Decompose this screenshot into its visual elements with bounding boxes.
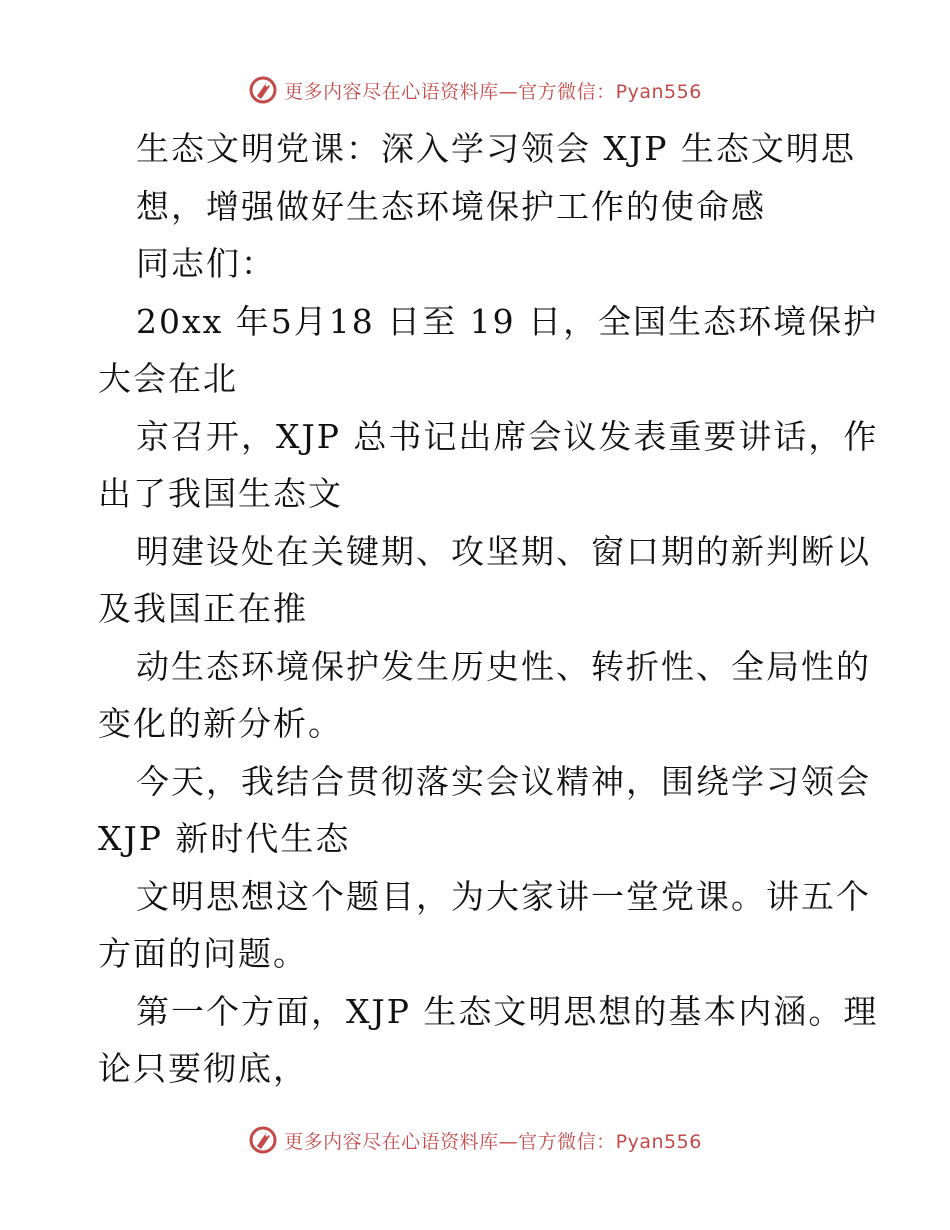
footer-banner-text: 更多内容尽在心语资料库—官方微信：Pyan556 bbox=[284, 1130, 702, 1153]
paragraph-line: 变化的新分析。 bbox=[98, 704, 343, 743]
paragraph-line: 论只要彻底， bbox=[98, 1049, 308, 1088]
fountain-pen-logo-icon bbox=[248, 75, 278, 105]
paragraph-line: XJP 新时代生态 bbox=[98, 819, 351, 858]
paragraph-line: 明建设处在关键期、攻坚期、窗口期的新判断以 bbox=[136, 531, 871, 571]
paragraph-line: 出了我国生态文 bbox=[98, 474, 343, 513]
paragraph-line: 动生态环境保护发生历史性、转折性、全局性的 bbox=[136, 646, 871, 686]
fountain-pen-logo-icon bbox=[248, 1125, 278, 1155]
header-banner-text: 更多内容尽在心语资料库—官方微信：Pyan556 bbox=[284, 80, 702, 103]
paragraph-line: 文明思想这个题目，为大家讲一堂党课。讲五个 bbox=[136, 876, 871, 916]
header-banner bbox=[0, 70, 950, 110]
paragraph-line: 及我国正在推 bbox=[98, 589, 308, 628]
paragraph-line: 京召开，XJP 总书记出席会议发表重要讲话，作 bbox=[136, 416, 879, 456]
paragraph-line: 第一个方面，XJP 生态文明思想的基本内涵。理 bbox=[136, 991, 879, 1031]
title-line-2: 想，增强做好生态环境保护工作的使命感 bbox=[136, 186, 766, 226]
paragraph-line: 20xx 年5月18 日至 19 日，全国生态环境保护 bbox=[136, 301, 879, 341]
paragraph-line: 方面的问题。 bbox=[98, 934, 308, 973]
paragraph-line: 大会在北 bbox=[98, 359, 238, 398]
document-body bbox=[98, 120, 879, 1098]
paragraph-line: 今天，我结合贯彻落实会议精神，围绕学习领会 bbox=[136, 761, 871, 801]
title-line-1: 生态文明党课：深入学习领会 XJP 生态文明思 bbox=[136, 129, 856, 168]
salutation: 同志们： bbox=[136, 244, 276, 283]
footer-banner bbox=[0, 1120, 950, 1160]
